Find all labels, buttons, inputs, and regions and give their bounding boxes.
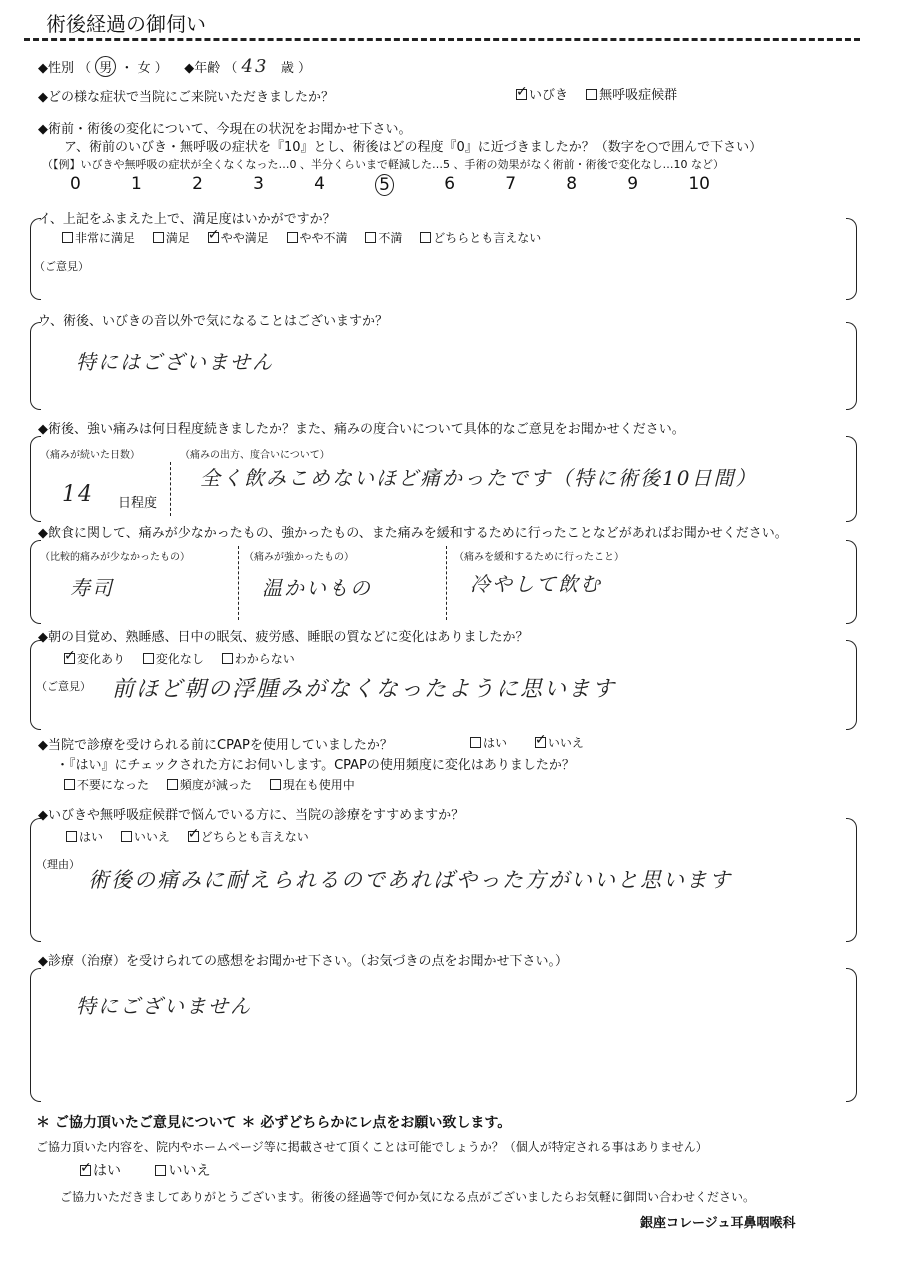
scale-1[interactable]: 1	[131, 174, 142, 194]
q1-text: ◆どの様な症状で当院にご来院いただきましたか？	[38, 90, 334, 105]
scale-9[interactable]: 9	[627, 174, 639, 194]
q9-text: ◆いびきや無呼吸症候群で悩んでいる方に、当院の診療をすすめますか？	[38, 808, 465, 823]
q7-option-unchanged[interactable]: 変化なし	[143, 652, 204, 666]
checkbox-checked-icon	[535, 737, 546, 748]
q8-option-yes[interactable]: はい	[470, 736, 507, 750]
checkbox-checked-icon	[80, 1165, 91, 1176]
q7-options	[64, 650, 309, 667]
q10-text: ◆診療（治療）を受けられての感想をお聞かせ下さい。（お気づきの点をお聞かせ下さい。）	[38, 954, 568, 969]
scale-2[interactable]: 2	[192, 174, 203, 194]
q2-example: （【例】いびきや無呼吸の症状が全くなくなった…0 、半分くらいまで軽減した…5 、手術の効果がなく術前・術後で変化なし…10 など）	[42, 158, 724, 171]
footer-heading: ＊ ご協力頂いたご意見について ＊ 必ずどちらかにレ点をお願い致します。	[36, 1115, 512, 1131]
q3-option-neither[interactable]: どちらとも言えない	[420, 231, 541, 245]
q3-bracket-right	[846, 218, 857, 300]
q3-option-somewhat-satisfied[interactable]: ✓ やや満足	[208, 231, 269, 245]
checkbox-icon	[222, 653, 233, 664]
footer-question: ご協力頂いた内容を、院内やホームページ等に掲載させて頂くことは可能でしょうか？（個人が特定される事はありません）	[36, 1140, 708, 1154]
q6-divider-1	[238, 546, 239, 620]
q2-scale	[70, 174, 710, 196]
q5-text: ◆術後、強い痛みは何日程度続きましたか？また、痛みの度合いについて具体的なご意見をお聞かせください。	[38, 422, 685, 437]
q6-col1-value[interactable]: 寿司	[70, 576, 114, 600]
checkbox-icon	[586, 89, 597, 100]
q6-col2-value[interactable]: 温かいもの	[262, 576, 372, 600]
checkbox-icon	[62, 232, 73, 243]
q9-bracket-left	[30, 818, 41, 942]
q9-reason-label: （理由）	[36, 858, 80, 871]
q8-text: ◆当院で診療を受けられる前にCPAPを使用していましたか？	[38, 738, 393, 753]
checkbox-icon	[470, 737, 481, 748]
q3-option-somewhat-dissatisfied[interactable]: やや不満	[287, 231, 348, 245]
checkbox-icon	[64, 779, 75, 790]
scale-10[interactable]: 10	[688, 174, 710, 194]
checkbox-checked-icon	[516, 89, 527, 100]
q3-option-satisfied[interactable]: 満足	[153, 231, 190, 245]
q9-option-neither[interactable]: ✓ どちらとも言えない	[188, 830, 309, 844]
q8-sub-options	[64, 776, 369, 793]
checkbox-icon	[287, 232, 298, 243]
checkbox-icon	[155, 1165, 166, 1176]
q8-sub-option-still-using[interactable]: 現在も使用中	[270, 778, 355, 792]
checkbox-icon	[270, 779, 281, 790]
q6-bracket-right	[846, 540, 857, 624]
q6-text: ◆飲食に関して、痛みが少なかったもの、強かったもの、また痛みを緩和するために行ったことなどがあればお聞かせください。	[38, 526, 788, 541]
q5-degree-value[interactable]: 全く飲みこめないほど痛かったです（特に術後10日間）	[200, 466, 758, 490]
q3-option-dissatisfied[interactable]: 不満	[365, 231, 402, 245]
q3-options	[62, 229, 555, 246]
scale-5-selected[interactable]: 5	[375, 174, 394, 196]
sex-female-option[interactable]: 女	[137, 61, 151, 76]
q10-bracket-right	[846, 968, 857, 1102]
q7-option-changed[interactable]: ✓変化あり	[64, 652, 125, 666]
q4-answer[interactable]: 特にはございません	[76, 350, 274, 374]
q6-col3-label: （痛みを緩和するために行ったこと）	[454, 552, 624, 563]
checkbox-icon	[167, 779, 178, 790]
q8-sub-option-unneeded[interactable]: 不要になった	[64, 778, 149, 792]
q8-sub-text: ・『はい』にチェックされた方にお伺いします。CPAPの使用頻度に変化はありましたか？	[56, 758, 575, 773]
footer-thanks: ご協力いただきましてありがとうございます。術後の経過等で何か気になる点がございましたらお気軽に御問い合わせください。	[60, 1190, 756, 1204]
page-title: 術後経過の御伺い	[46, 12, 206, 36]
q9-option-yes[interactable]: はい	[66, 830, 103, 844]
q8-sub-option-reduced[interactable]: 頻度が減った	[167, 778, 252, 792]
scale-6[interactable]: 6	[444, 174, 456, 194]
q9-answer[interactable]: 術後の痛みに耐えられるのであればやった方がいいと思います	[88, 868, 732, 892]
scale-4[interactable]: 4	[314, 174, 325, 194]
q9-options	[66, 828, 323, 845]
q9-option-no[interactable]: いいえ	[121, 830, 170, 844]
title-divider	[24, 38, 860, 41]
sex-male-option[interactable]: 男	[95, 56, 116, 77]
q7-text: ◆朝の目覚め、熟睡感、日中の眠気、疲労感、睡眠の質などに変化はありましたか？	[38, 630, 529, 645]
checkbox-checked-icon	[188, 831, 199, 842]
q10-answer[interactable]: 特にございません	[76, 994, 252, 1018]
q8-option-no[interactable]: ✓ いいえ	[535, 736, 584, 750]
q2-a-text: ア、術前のいびき・無呼吸の症状を『10』とし、術後はどの程度『0』に近づきましたか？（数字を○で囲んで下さい）	[64, 140, 763, 155]
q9-bracket-right	[846, 818, 857, 942]
scale-0[interactable]: 0	[70, 174, 81, 194]
q5-days-unit: 日程度	[118, 496, 158, 511]
q2-text: ◆術前・術後の変化について、今現在の状況をお聞かせ下さい。	[38, 122, 412, 137]
checkbox-icon	[121, 831, 132, 842]
q3-opinion-label: （ご意見）	[34, 260, 89, 273]
checkbox-icon	[420, 232, 431, 243]
q1-option-snoring[interactable]: ✓ いびき	[516, 88, 568, 103]
checkbox-checked-icon	[208, 232, 219, 243]
clinic-name: 銀座コレージュ耳鼻咽喉科	[640, 1216, 796, 1231]
q1-options	[516, 84, 691, 103]
q3-option-very-satisfied[interactable]: 非常に満足	[62, 231, 135, 245]
q4-bracket-right	[846, 322, 857, 410]
q5-degree-label: （痛みの出方、度合いについて）	[180, 450, 330, 461]
age-value[interactable]: 43	[241, 56, 269, 77]
scale-8[interactable]: 8	[566, 174, 578, 194]
age-label: ◆年齢	[184, 61, 221, 76]
q5-bracket-right	[846, 436, 857, 522]
q6-col3-value[interactable]: 冷やして飲む	[470, 572, 602, 596]
q6-col1-label: （比較的痛みが少なかったもの）	[40, 552, 190, 563]
age-unit: 歳	[280, 61, 294, 76]
footer-options	[80, 1160, 224, 1180]
q7-bracket-right	[846, 640, 857, 730]
checkbox-checked-icon	[64, 653, 75, 664]
q3-text: イ、上記をふまえた上で、満足度はいかがですか？	[38, 212, 336, 227]
footer-option-no[interactable]: いいえ	[155, 1163, 210, 1179]
profile-row: ◆性別 （ 男 ・ 女 ） ◆年齢 （ 43 歳 ）	[38, 56, 311, 77]
scale-3[interactable]: 3	[253, 174, 264, 194]
q7-answer[interactable]: 前ほど朝の浮腫みがなくなったように思います	[112, 677, 617, 702]
sex-label: ◆性別	[38, 61, 74, 76]
q10-bracket-left	[30, 968, 41, 1102]
q1-option-apnea[interactable]: 無呼吸症候群	[586, 88, 677, 103]
q6-divider-2	[446, 546, 447, 620]
checkbox-icon	[153, 232, 164, 243]
checkbox-icon	[365, 232, 376, 243]
q6-col2-label: （痛みが強かったもの）	[244, 552, 354, 563]
q7-option-unknown[interactable]: わからない	[222, 652, 295, 666]
scale-7[interactable]: 7	[505, 174, 517, 194]
q8-options	[470, 734, 598, 751]
q7-opinion-label: （ご意見）	[36, 680, 91, 693]
q5-divider	[170, 462, 171, 516]
q5-days-label: （痛みが続いた日数）	[40, 450, 140, 461]
checkbox-icon	[66, 831, 77, 842]
footer-option-yes[interactable]: ✓はい	[80, 1163, 121, 1179]
q4-text: ウ、術後、いびきの音以外で気になることはございますか？	[38, 314, 388, 329]
checkbox-icon	[143, 653, 154, 664]
q5-days-value[interactable]: 14	[62, 482, 94, 507]
q4-bracket-left	[30, 322, 41, 410]
